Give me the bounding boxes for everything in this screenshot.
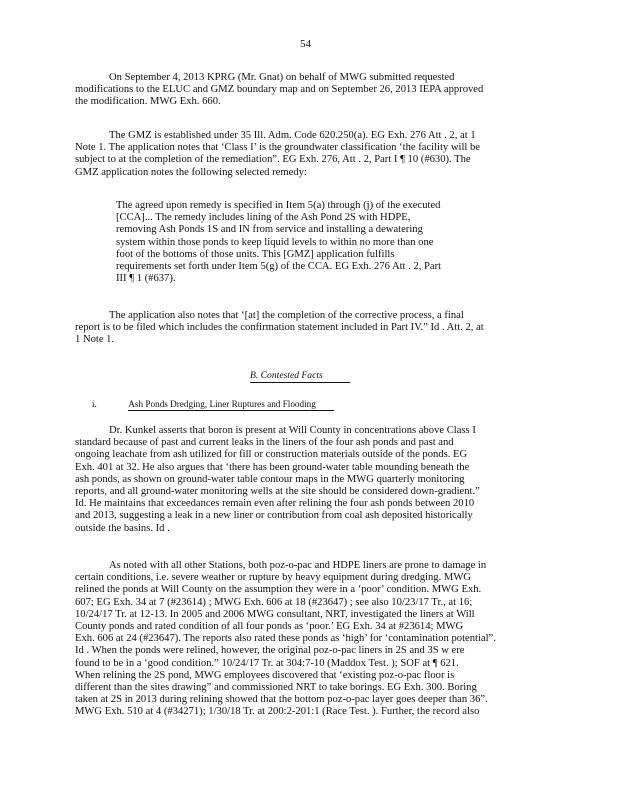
text-line: Id. He maintains that exceedances remain even after relining the four ash ponds between 2010 <box>75 498 475 510</box>
text-line: On September 4, 2013 KPRG (Mr. Gnat) on behalf of MWG submitted requested <box>109 72 455 83</box>
text-line: subject to at the completion of the remediation”. EG Exh. 276, Att . 2, Part I ¶ 10 (#630). The <box>75 154 471 166</box>
text-line: [CCA]... The remedy includes lining of the Ash Pond 2S with HDPE, <box>116 212 411 224</box>
paragraph-liner-damage <box>75 560 496 719</box>
text-line: 10/24/17 Tr. at 12-13. In 2005 and 2006 MWG consultant, NRT, investigated the liners at Will <box>75 608 475 620</box>
text-line: ash ponds, as shown on ground-water table contour maps in the MWG quarterly monitoring <box>75 473 465 485</box>
text-line: When relining the 2S pond, MWG employees discovered that ‘existing poz-o-pac floor is <box>75 669 455 681</box>
text-line: Exh. 606 at 24 (#23647). The reports also rated these ponds as ‘high’ for ‘contamination potential”. <box>75 633 496 645</box>
text-line: County ponds and rated condition of all four ponds as ‘poor.’ EG Exh. 34 at #23614; MWG <box>75 621 464 633</box>
text-line: GMZ application notes the following selected remedy: <box>75 166 307 178</box>
text-line: Dr. Kunkel asserts that boron is present at Will County in concentrations above Class I <box>109 425 476 436</box>
text-line: different than the sites drawing” and commissioned NRT to take borings. EG Exh. 300. Boring <box>75 682 477 694</box>
subsection-title: Ash Ponds Dredging, Liner Ruptures and Flooding <box>128 398 334 411</box>
text-line: relined the ponds at Will County on the assumption they were in a ‘poor’ condition. MWG Exh. <box>75 584 482 596</box>
section-heading-contested-facts <box>250 370 350 383</box>
subsection-number: i. <box>92 399 97 409</box>
text-line: taken at 2S in 2013 during relining showed that the bottom poz-o-pac layer goes deeper than 36”. <box>75 694 488 706</box>
text-line: modifications to the ELUC and GMZ boundary map and on September 26, 2013 IEPA approved <box>75 84 484 96</box>
text-line: As noted with all other Stations, both poz-o-pac and HDPE liners are prone to damage in <box>109 560 487 571</box>
text-line: Exh. 401 at 32. He also argues that ‘there has been ground-water table mounding beneath the <box>75 461 470 473</box>
text-line: The application also notes that ‘[at] the completion of the corrective process, a final <box>109 310 464 321</box>
paragraph-gmz-established <box>75 130 480 179</box>
text-line: MWG Exh. 510 at 4 (#34271); 1/30/18 Tr. at 200:2-201:1 (Race Test. ). Further, the record also <box>75 706 480 718</box>
text-line: the modification. MWG Exh. 660. <box>75 96 221 108</box>
paragraph-application-notes <box>75 310 484 347</box>
page-number: 54 <box>300 38 311 50</box>
text-line: ongoing leachate from ash utilized for fill or construction materials outside of the ponds. EG <box>75 449 468 461</box>
text-line: standard because of past and current leaks in the liners of the four ash ponds and past and <box>75 437 454 449</box>
text-line: The GMZ is established under 35 Ill. Adm. Code 620.250(a). EG Exh. 276 Att . 2, at 1 <box>109 130 476 141</box>
text-line: certain conditions, i.e. severe weather or rupture by heavy equipment during dredging. MWG <box>75 572 471 584</box>
text-line: reports, and all ground-water monitoring wells at the site should be considered down-gradient.” <box>75 486 480 498</box>
text-line: foot of the bottoms of those units. This [GMZ] application fulfills <box>116 248 395 260</box>
text-line: requirements set forth under Item 5(g) of the CCA. EG Exh. 276 Att . 2, Part <box>116 261 442 273</box>
text-line: removing Ash Ponds 1S and IN from service and installing a dewatering <box>116 224 423 236</box>
text-line: system within those ponds to keep liquid levels to within no more than one <box>116 236 434 248</box>
text-line: III ¶ 1 (#637). <box>116 273 176 285</box>
block-quote-remedy <box>116 200 441 285</box>
text-line: The agreed upon remedy is specified in Item 5(a) through (j) of the executed <box>116 200 441 211</box>
text-line: report is to be filed which includes the confirmation statement included in Part IV.” Id . Att. 2, at <box>75 322 484 334</box>
text-line: outside the basins. Id . <box>75 522 170 534</box>
text-line: 607; EG Exh. 34 at 7 (#23614) ; MWG Exh. 606 at 18 (#23647) ; see also 10/23/17 Tr., at 16; <box>75 596 473 608</box>
paragraph-eluc-modification <box>75 72 483 109</box>
text-line: Id . When the ponds were relined, however, the original poz-o-pac liners in 2S and 3S w ere <box>75 645 465 657</box>
text-line: found to be in a ‘good condition.” 10/24/17 Tr. at 304:7-10 (Maddox Test. ); SOF at ¶ 621. <box>75 657 459 669</box>
text-line: Note 1. The application notes that ‘Class I’ is the groundwater classification ‘the facility will be <box>75 142 480 154</box>
text-line: 1 Note 1. <box>75 334 115 346</box>
text-line: and 2013, suggesting a leak in a new liner or contribution from coal ash deposited historically <box>75 510 473 522</box>
subsection-heading-ash-ponds <box>92 398 334 411</box>
heading-text: B. Contested Facts <box>250 370 350 383</box>
paragraph-kunkel-boron <box>75 425 480 535</box>
